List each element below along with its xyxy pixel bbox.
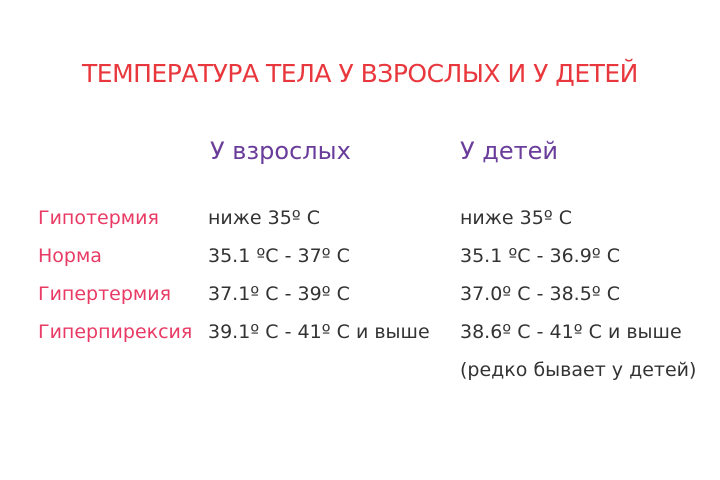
cell-hyperthermia-kids: 37.0º С - 38.5º С: [460, 283, 621, 305]
row-label-norm: Норма: [38, 245, 102, 267]
page-title: ТЕМПЕРАТУРА ТЕЛА У ВЗРОСЛЫХ И У ДЕТЕЙ: [82, 59, 638, 88]
cell-hyperthermia-adults: 37.1º С - 39º С: [208, 283, 350, 305]
cell-hypothermia-adults: ниже 35º С: [208, 207, 321, 229]
cell-hypothermia-kids: ниже 35º С: [460, 207, 573, 229]
cell-hyperpyrexia-kids: 38.6º С - 41º С и выше: [460, 321, 682, 343]
cell-norm-adults: 35.1 ºС - 37º С: [208, 245, 350, 267]
row-label-hypothermia: Гипотермия: [38, 207, 159, 229]
row-label-hyperthermia: Гипертермия: [38, 283, 172, 305]
column-header-kids: У детей: [460, 137, 558, 165]
note-rare-in-children: (редко бывает у детей): [460, 359, 697, 381]
cell-norm-kids: 35.1 ºС - 36.9º С: [460, 245, 621, 267]
cell-hyperpyrexia-adults: 39.1º С - 41º С и выше: [208, 321, 430, 343]
column-header-adults: У взрослых: [210, 137, 351, 165]
row-label-hyperpyrexia: Гиперпирексия: [38, 321, 193, 343]
